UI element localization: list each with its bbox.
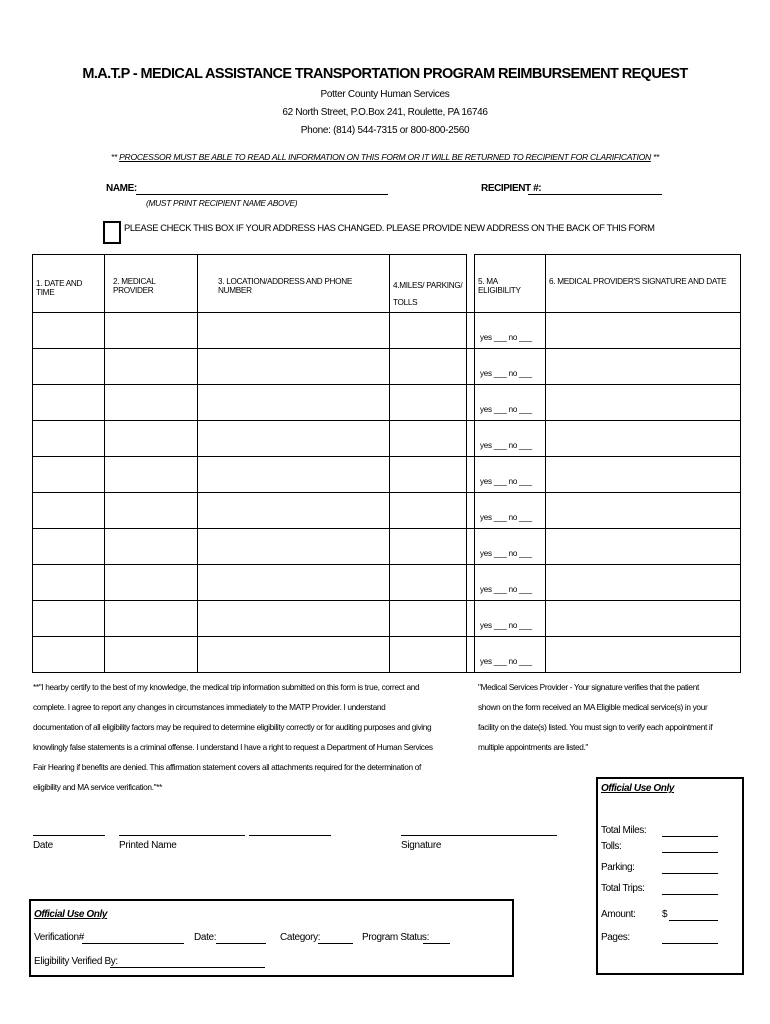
- signature-cell[interactable]: [546, 313, 741, 349]
- header-date-time: 1. DATE AND TIME: [33, 255, 105, 313]
- table-row: [33, 565, 741, 601]
- program-status-field[interactable]: [423, 943, 450, 944]
- miles-cell[interactable]: [390, 637, 467, 673]
- spacer-cell: [467, 457, 475, 493]
- location-cell[interactable]: [198, 601, 390, 637]
- table-row: [33, 421, 741, 457]
- table-row: [33, 601, 741, 637]
- recipient-certification: **"I hearby certify to the best of my knowledge, the medical trip information submitted on this form is true, correct and complete. I agree to report any changes in circumstances immediately to the MATP Provider. I understand documentation of all eligibility factors may be required to determine eligibility correctly or for auditing purposes and giving knowlingly false statements is a criminal offense. I understand I have a right to request a Department of Human Services Fair Hearing if benefits are denied. This affirmation statement covers all attachments required for the determination of eligibility and MA service verification."**: [33, 682, 433, 792]
- location-cell[interactable]: [198, 385, 390, 421]
- location-cell[interactable]: [198, 565, 390, 601]
- signature-cell[interactable]: [546, 385, 741, 421]
- name-hint: (MUST PRINT RECIPIENT NAME ABOVE): [146, 198, 298, 208]
- eligibility-cell[interactable]: yes ___ no ___: [475, 385, 546, 421]
- table-row: [33, 493, 741, 529]
- tolls-field[interactable]: [662, 852, 718, 853]
- date-cell[interactable]: [33, 529, 105, 565]
- official-date-field[interactable]: [216, 943, 266, 944]
- amount-label: Amount:: [601, 909, 636, 920]
- signature-cell[interactable]: [546, 421, 741, 457]
- miles-cell[interactable]: [390, 385, 467, 421]
- table-row: [33, 349, 741, 385]
- spacer-cell: [467, 313, 475, 349]
- form-title: M.A.T.P - MEDICAL ASSISTANCE TRANSPORTATION PROGRAM REIMBURSEMENT REQUEST: [82, 66, 688, 82]
- printed-name-line[interactable]: [119, 835, 245, 836]
- trip-table: [32, 254, 741, 673]
- eligibility-cell[interactable]: yes ___ no ___: [475, 637, 546, 673]
- location-cell[interactable]: [198, 457, 390, 493]
- provider-cell[interactable]: [105, 565, 198, 601]
- provider-cell[interactable]: [105, 493, 198, 529]
- miles-cell[interactable]: [390, 529, 467, 565]
- table-row: [33, 385, 741, 421]
- date-signature-line[interactable]: [33, 835, 105, 836]
- official-use-left-title: Official Use Only: [34, 909, 108, 920]
- provider-cell[interactable]: [105, 313, 198, 349]
- table-header-row: [33, 255, 741, 313]
- amount-prefix: $: [662, 909, 668, 920]
- date-cell[interactable]: [33, 637, 105, 673]
- pages-field[interactable]: [662, 943, 718, 944]
- provider-cell[interactable]: [105, 349, 198, 385]
- total-miles-label: Total Miles:: [601, 825, 647, 836]
- official-use-left-box: [29, 899, 514, 977]
- table-row: [33, 529, 741, 565]
- provider-cell[interactable]: [105, 601, 198, 637]
- location-cell[interactable]: [198, 529, 390, 565]
- provider-cell[interactable]: [105, 457, 198, 493]
- amount-field[interactable]: [669, 920, 718, 921]
- date-cell[interactable]: [33, 349, 105, 385]
- signature-cell[interactable]: [546, 529, 741, 565]
- signature-cell[interactable]: [546, 637, 741, 673]
- official-use-right-box: [596, 777, 744, 975]
- location-cell[interactable]: [198, 637, 390, 673]
- table-row: [33, 457, 741, 493]
- org-address: 62 North Street, P.O.Box 241, Roulette, PA 16746: [282, 107, 488, 118]
- signature-cell[interactable]: [546, 601, 741, 637]
- date-cell[interactable]: [33, 421, 105, 457]
- date-cell[interactable]: [33, 493, 105, 529]
- eligibility-verified-field[interactable]: [110, 967, 265, 968]
- eligibility-cell[interactable]: yes ___ no ___: [475, 421, 546, 457]
- miles-cell[interactable]: [390, 349, 467, 385]
- header-location: 3. LOCATION/ADDRESS AND PHONE NUMBER: [198, 255, 390, 313]
- provider-cell[interactable]: [105, 421, 198, 457]
- provider-certification: "Medical Services Provider - Your signature verifies that the patient shown on the form received an MA Eligible medical service(s) in your facility on the date(s) listed. You must sign to verify each appointment if multiple appointments are listed.": [478, 682, 713, 752]
- address-changed-checkbox[interactable]: [103, 221, 121, 244]
- category-field[interactable]: [318, 943, 353, 944]
- parking-label: Parking:: [601, 862, 635, 873]
- eligibility-cell[interactable]: yes ___ no ___: [475, 493, 546, 529]
- recipient-number-field[interactable]: [528, 194, 662, 195]
- signature-cell[interactable]: [546, 457, 741, 493]
- location-cell[interactable]: [198, 349, 390, 385]
- verification-field[interactable]: [82, 943, 184, 944]
- date-cell[interactable]: [33, 457, 105, 493]
- miles-cell[interactable]: [390, 313, 467, 349]
- verification-label: Verification#: [34, 932, 84, 943]
- name-label: NAME:: [106, 183, 137, 194]
- org-phone: Phone: (814) 544-7315 or 800-800-2560: [300, 125, 470, 136]
- provider-cell[interactable]: [105, 385, 198, 421]
- date-cell[interactable]: [33, 385, 105, 421]
- eligibility-verified-label: Eligibility Verified By:: [34, 956, 118, 967]
- header-spacer: [467, 255, 475, 313]
- signature-cell[interactable]: [546, 493, 741, 529]
- location-cell[interactable]: [198, 313, 390, 349]
- miles-cell[interactable]: [390, 565, 467, 601]
- spacer-cell: [467, 385, 475, 421]
- signature-cell[interactable]: [546, 565, 741, 601]
- name-field[interactable]: [136, 194, 388, 195]
- spacer-cell: [467, 637, 475, 673]
- miles-cell[interactable]: [390, 421, 467, 457]
- eligibility-cell[interactable]: yes ___ no ___: [475, 457, 546, 493]
- date-label: Date: [33, 840, 53, 851]
- total-trips-label: Total Trips:: [601, 883, 645, 894]
- header-miles: 4.MILES/ PARKING/ TOLLS: [390, 255, 467, 313]
- miles-cell[interactable]: [390, 601, 467, 637]
- location-cell[interactable]: [198, 421, 390, 457]
- spacer-cell: [467, 349, 475, 385]
- eligibility-cell[interactable]: yes ___ no ___: [475, 601, 546, 637]
- date-cell[interactable]: [33, 313, 105, 349]
- miles-cell[interactable]: [390, 493, 467, 529]
- official-date-label: Date:: [194, 932, 217, 943]
- spacer-cell: [467, 529, 475, 565]
- processor-warning: ** PROCESSOR MUST BE ABLE TO READ ALL INFORMATION ON THIS FORM OR IT WILL BE RETURNED TO RECIPIENT FOR CLARIFICATION **: [110, 152, 660, 162]
- header-ma-eligibility: 5. MA ELIGIBILITY: [475, 255, 546, 313]
- org-name: Potter County Human Services: [320, 89, 450, 100]
- table-row: [33, 637, 741, 673]
- eligibility-cell[interactable]: yes ___ no ___: [475, 565, 546, 601]
- table-row: [33, 313, 741, 349]
- program-status-label: Program Status:: [362, 932, 430, 943]
- category-label: Category:: [280, 932, 321, 943]
- eligibility-cell[interactable]: yes ___ no ___: [475, 313, 546, 349]
- eligibility-cell[interactable]: yes ___ no ___: [475, 529, 546, 565]
- header-provider-signature: 6. MEDICAL PROVIDER'S SIGNATURE AND DATE: [546, 255, 741, 313]
- recipient-number-label: RECIPIENT #:: [481, 183, 542, 194]
- miles-cell[interactable]: [390, 457, 467, 493]
- printed-name-line-2[interactable]: [249, 835, 331, 836]
- spacer-cell: [467, 601, 475, 637]
- official-use-right-title: Official Use Only: [601, 783, 675, 794]
- provider-cell[interactable]: [105, 529, 198, 565]
- parking-field[interactable]: [662, 873, 718, 874]
- spacer-cell: [467, 493, 475, 529]
- tolls-label: Tolls:: [601, 841, 622, 852]
- spacer-cell: [467, 421, 475, 457]
- total-miles-field[interactable]: [662, 836, 718, 837]
- spacer-cell: [467, 565, 475, 601]
- signature-line[interactable]: [401, 835, 557, 836]
- pages-label: Pages:: [601, 932, 630, 943]
- location-cell[interactable]: [198, 493, 390, 529]
- printed-name-label: Printed Name: [119, 840, 177, 851]
- provider-cell[interactable]: [105, 637, 198, 673]
- total-trips-field[interactable]: [662, 894, 718, 895]
- eligibility-cell[interactable]: yes ___ no ___: [475, 349, 546, 385]
- date-cell[interactable]: [33, 601, 105, 637]
- signature-label: Signature: [401, 840, 442, 851]
- signature-cell[interactable]: [546, 349, 741, 385]
- header-medical-provider: 2. MEDICAL PROVIDER: [105, 255, 198, 313]
- address-changed-text: PLEASE CHECK THIS BOX IF YOUR ADDRESS HAS CHANGED. PLEASE PROVIDE NEW ADDRESS ON THE BACK OF THIS FORM: [124, 222, 655, 233]
- date-cell[interactable]: [33, 565, 105, 601]
